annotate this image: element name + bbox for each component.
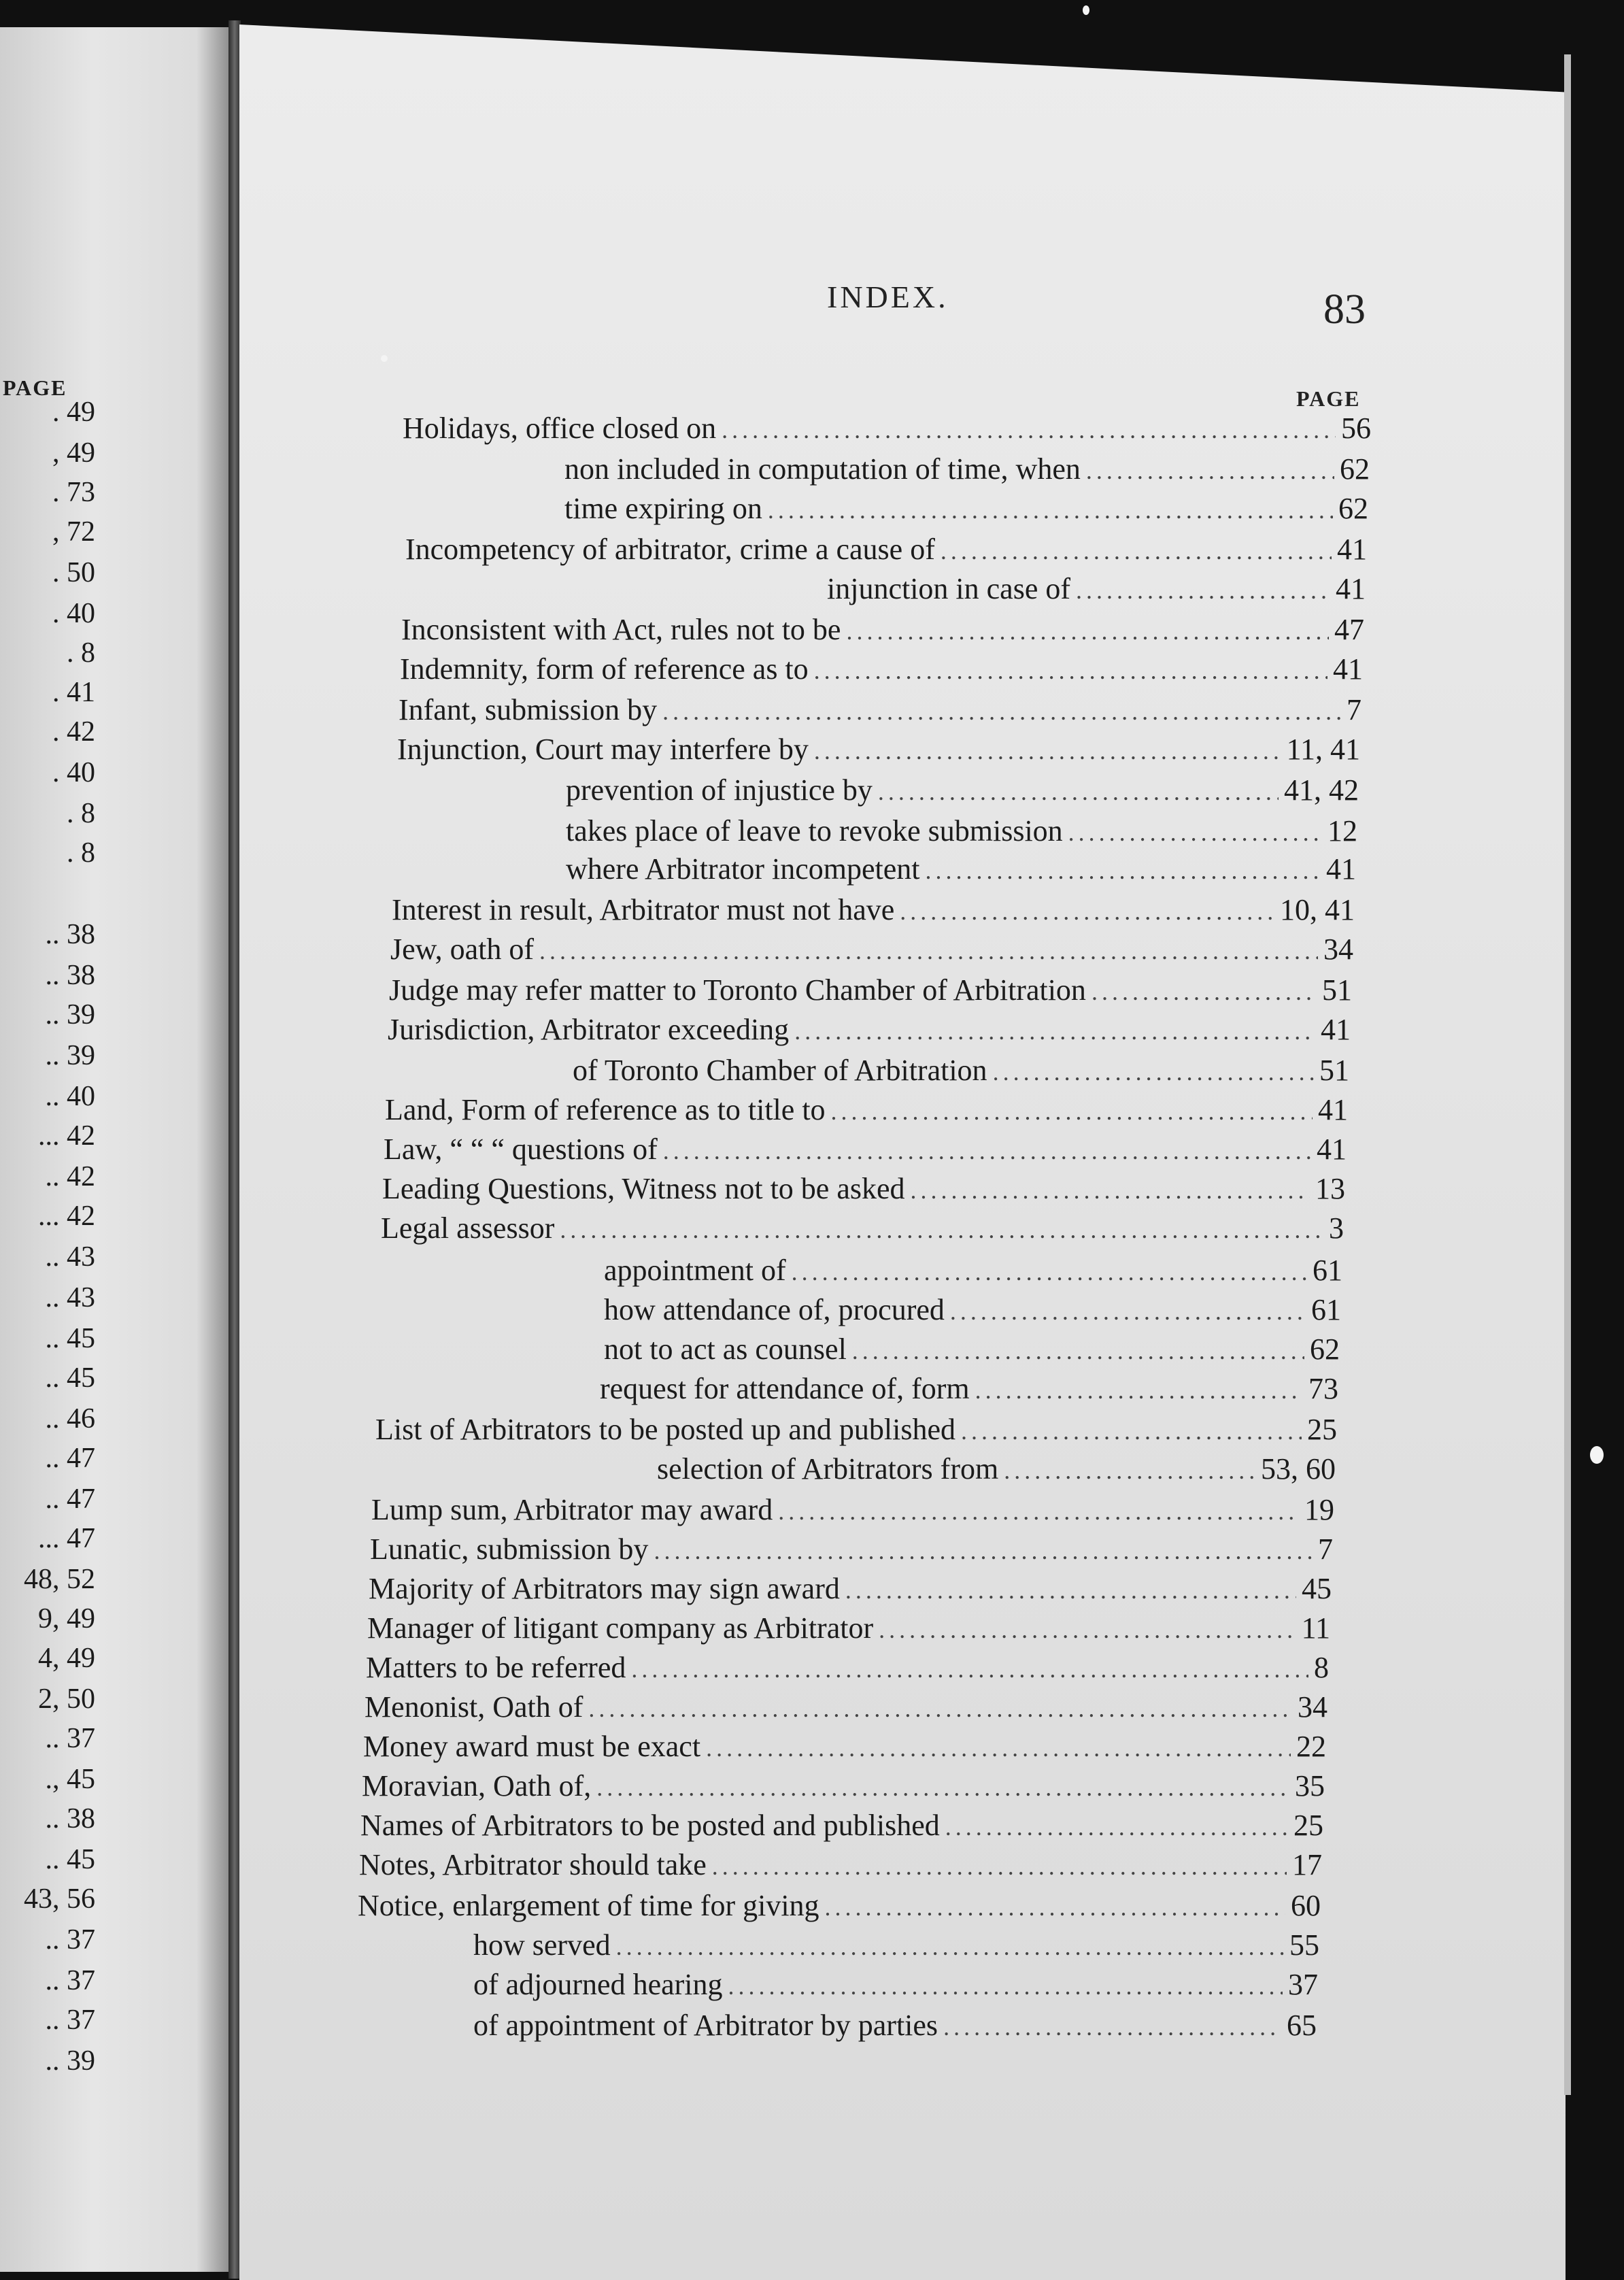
index-entry-label: Leading Questions, Witness not to be asked bbox=[382, 1172, 905, 1205]
dot-leader bbox=[631, 1652, 1308, 1687]
index-entry-page-ref: 7 bbox=[1347, 693, 1361, 726]
facing-page-number: ... 42 bbox=[38, 1120, 95, 1152]
index-entry-label: Lunatic, submission by bbox=[370, 1532, 649, 1566]
facing-page-number: 4, 49 bbox=[38, 1643, 95, 1674]
index-entry-label: Inconsistent with Act, rules not to be bbox=[401, 613, 841, 646]
page-number: 83 bbox=[1323, 286, 1366, 333]
index-entry-page-ref: 55 bbox=[1289, 1928, 1319, 1962]
index-entry-page-ref: 8 bbox=[1314, 1651, 1329, 1684]
facing-page-number: ... 47 bbox=[38, 1523, 95, 1554]
page-column-header: PAGE bbox=[1296, 386, 1361, 411]
dot-leader bbox=[662, 694, 1341, 729]
index-entry bbox=[604, 1292, 1341, 1328]
index-entry-page-ref: 41 bbox=[1317, 1133, 1347, 1166]
index-entry-label: Jurisdiction, Arbitrator exceeding bbox=[388, 1013, 790, 1046]
dot-leader bbox=[845, 1573, 1296, 1608]
facing-page-number: , 49 bbox=[52, 437, 95, 469]
index-entry bbox=[375, 1412, 1337, 1447]
facing-page-number: .. 39 bbox=[45, 1040, 95, 1071]
dot-leader bbox=[712, 1849, 1287, 1884]
dot-leader bbox=[1092, 974, 1317, 1009]
page-edge bbox=[1564, 54, 1571, 2095]
facing-page bbox=[0, 27, 231, 2272]
index-entry-label: Law, “ “ “ questions of bbox=[384, 1133, 658, 1166]
scan-speck bbox=[1590, 1446, 1604, 1464]
dot-leader bbox=[950, 1294, 1306, 1329]
index-entry-label: takes place of leave to revoke submission bbox=[566, 814, 1063, 848]
scan-speck bbox=[381, 355, 388, 362]
dot-leader bbox=[654, 1533, 1313, 1569]
dot-leader bbox=[925, 853, 1321, 888]
dot-leader bbox=[846, 614, 1329, 649]
index-entry-label: Manager of litigant company as Arbitrator bbox=[367, 1611, 874, 1645]
dot-leader bbox=[900, 894, 1274, 929]
book-gutter bbox=[229, 20, 241, 2279]
index-entry bbox=[358, 1888, 1321, 1924]
index-entry-label: how served bbox=[473, 1928, 611, 1962]
facing-page-number: .. 38 bbox=[45, 919, 95, 950]
facing-page-number: . 8 bbox=[67, 798, 95, 829]
dot-leader bbox=[878, 774, 1279, 809]
index-entry-page-ref: 22 bbox=[1296, 1730, 1326, 1763]
dot-leader bbox=[831, 1094, 1313, 1129]
facing-page-number: . 41 bbox=[52, 677, 95, 708]
facing-page-number: .. 38 bbox=[45, 960, 95, 991]
index-entry-label: request for attendance of, form bbox=[600, 1372, 970, 1405]
index-entry-label: Judge may refer matter to Toronto Chamber of Arbitration bbox=[389, 973, 1086, 1007]
index-entry-label: Holidays, office closed on bbox=[403, 412, 717, 445]
index-entry-label: Majority of Arbitrators may sign award bbox=[369, 1572, 840, 1605]
index-entry-page-ref: 61 bbox=[1311, 1293, 1341, 1326]
index-entry bbox=[381, 1211, 1344, 1246]
index-entry bbox=[403, 411, 1371, 446]
index-entry bbox=[360, 1808, 1323, 1843]
index-entry-label: time expiring on bbox=[564, 492, 762, 525]
scan-speck bbox=[1083, 5, 1089, 15]
index-entry bbox=[365, 1690, 1327, 1725]
facing-page-number: 48, 52 bbox=[24, 1564, 95, 1595]
facing-page-number: .. 43 bbox=[45, 1282, 95, 1313]
index-entry bbox=[473, 1928, 1319, 1963]
index-entry-label: Interest in result, Arbitrator must not have bbox=[392, 893, 895, 926]
dot-leader bbox=[814, 653, 1327, 688]
facing-page-number: .. 38 bbox=[45, 1803, 95, 1834]
dot-leader bbox=[616, 1929, 1284, 1964]
index-entry-label: Injunction, Court may interfere by bbox=[397, 733, 809, 766]
index-entry-page-ref: 34 bbox=[1323, 933, 1353, 966]
index-entry bbox=[573, 1053, 1349, 1088]
index-entry bbox=[362, 1768, 1325, 1804]
index-entry-label: Infant, submission by bbox=[399, 693, 658, 726]
index-entry-label: Names of Arbitrators to be posted and published bbox=[360, 1809, 940, 1842]
index-entry-label: how attendance of, procured bbox=[604, 1293, 945, 1326]
index-entry-label: Moravian, Oath of, bbox=[362, 1769, 592, 1803]
index-entry-page-ref: 25 bbox=[1307, 1413, 1337, 1446]
index-entry bbox=[657, 1452, 1336, 1487]
facing-page-number: ... 42 bbox=[38, 1201, 95, 1232]
facing-page-number: .. 45 bbox=[45, 1323, 95, 1354]
facing-page-number: . 50 bbox=[52, 557, 95, 588]
dot-leader bbox=[539, 933, 1318, 969]
index-entry bbox=[363, 1729, 1326, 1764]
dot-leader bbox=[814, 733, 1281, 769]
index-entry-page-ref: 56 bbox=[1341, 412, 1371, 445]
facing-page-number: . 73 bbox=[52, 477, 95, 508]
dot-leader bbox=[879, 1612, 1296, 1647]
facing-page-number: . 49 bbox=[52, 397, 95, 428]
facing-page-number: .. 37 bbox=[45, 2005, 95, 2036]
index-entry-page-ref: 10, 41 bbox=[1280, 893, 1355, 926]
facing-page-number: .. 37 bbox=[45, 1965, 95, 1996]
dot-leader bbox=[768, 492, 1333, 528]
dot-leader bbox=[1068, 815, 1322, 850]
index-entry-page-ref: 7 bbox=[1318, 1532, 1333, 1566]
dot-leader bbox=[588, 1691, 1292, 1726]
facing-page-number: ., 45 bbox=[45, 1764, 95, 1795]
index-entry-label: injunction in case of bbox=[827, 572, 1071, 605]
index-entry-page-ref: 51 bbox=[1319, 1054, 1349, 1087]
facing-page-number: .. 39 bbox=[45, 999, 95, 1030]
index-entry-page-ref: 41 bbox=[1333, 652, 1363, 686]
index-entry-page-ref: 47 bbox=[1334, 613, 1364, 646]
index-entry-label: Jew, oath of bbox=[390, 933, 534, 966]
index-entry-page-ref: 41 bbox=[1336, 572, 1366, 605]
index-entry-page-ref: 12 bbox=[1327, 814, 1357, 848]
facing-page-number: . 40 bbox=[52, 598, 95, 629]
index-entry-page-ref: 60 bbox=[1291, 1889, 1321, 1922]
facing-page-number: . 42 bbox=[52, 716, 95, 748]
dot-leader bbox=[792, 1254, 1307, 1290]
index-entry-label: non included in computation of time, when bbox=[564, 452, 1081, 486]
index-entry bbox=[604, 1332, 1340, 1367]
facing-page-number: 2, 50 bbox=[38, 1683, 95, 1715]
facing-page-number: 9, 49 bbox=[38, 1603, 95, 1634]
index-entry-page-ref: 41, 42 bbox=[1284, 773, 1359, 807]
index-entry bbox=[405, 532, 1367, 567]
index-entry-page-ref: 41 bbox=[1337, 533, 1367, 566]
index-entry-label: Indemnity, form of reference as to bbox=[400, 652, 809, 686]
index-entry-label: Money award must be exact bbox=[363, 1730, 701, 1763]
index-entry-page-ref: 73 bbox=[1308, 1372, 1338, 1405]
index-entry-page-ref: 35 bbox=[1295, 1769, 1325, 1803]
index-entry bbox=[564, 452, 1370, 487]
facing-page-number: .. 47 bbox=[45, 1443, 95, 1474]
index-entry bbox=[566, 773, 1359, 808]
index-entry-label: of appointment of Arbitrator by parties bbox=[473, 2009, 938, 2042]
index-entry-page-ref: 53, 60 bbox=[1261, 1452, 1336, 1486]
index-entry bbox=[369, 1571, 1332, 1607]
dot-leader bbox=[1076, 573, 1330, 608]
dot-leader bbox=[993, 1054, 1314, 1090]
index-entry bbox=[827, 571, 1366, 607]
index-entry-label: Land, Form of reference as to title to bbox=[385, 1093, 826, 1126]
index-entry bbox=[389, 973, 1352, 1008]
dot-leader bbox=[706, 1730, 1291, 1766]
index-entry-page-ref: 45 bbox=[1302, 1572, 1332, 1605]
index-entry-page-ref: 41 bbox=[1318, 1093, 1348, 1126]
dot-leader bbox=[911, 1173, 1310, 1208]
dot-leader bbox=[941, 533, 1332, 569]
index-entry bbox=[385, 1092, 1348, 1128]
index-entry-label: where Arbitrator incompetent bbox=[566, 852, 920, 886]
index-entry-label: of Toronto Chamber of Arbitration bbox=[573, 1054, 987, 1087]
dot-leader bbox=[945, 1809, 1288, 1845]
facing-page-number: .. 47 bbox=[45, 1483, 95, 1515]
index-entry-label: Notes, Arbitrator should take bbox=[359, 1848, 707, 1881]
index-entry-page-ref: 19 bbox=[1304, 1493, 1334, 1526]
index-entry bbox=[401, 612, 1364, 648]
facing-page-number: .. 45 bbox=[45, 1844, 95, 1875]
dot-leader bbox=[728, 1968, 1283, 2004]
dot-leader bbox=[560, 1212, 1323, 1247]
index-entry-label: Notice, enlargement of time for giving bbox=[358, 1889, 819, 1922]
dot-leader bbox=[852, 1333, 1304, 1369]
index-entry bbox=[400, 652, 1363, 687]
dot-leader bbox=[663, 1133, 1311, 1169]
dot-leader bbox=[975, 1373, 1303, 1408]
dot-leader bbox=[943, 2009, 1281, 2045]
dot-leader bbox=[1086, 453, 1334, 488]
index-entry bbox=[399, 692, 1361, 728]
dot-leader bbox=[722, 412, 1336, 448]
index-entry-page-ref: 41 bbox=[1321, 1013, 1351, 1046]
index-entry-page-ref: 51 bbox=[1322, 973, 1352, 1007]
index-entry-page-ref: 61 bbox=[1313, 1254, 1342, 1287]
facing-page-number: .. 42 bbox=[45, 1161, 95, 1192]
index-entry-page-ref: 41 bbox=[1326, 852, 1356, 886]
index-entry-label: Matters to be referred bbox=[366, 1651, 626, 1684]
index-entry-page-ref: 37 bbox=[1288, 1968, 1318, 2001]
index-entry-page-ref: 65 bbox=[1287, 2009, 1317, 2042]
index-entry bbox=[392, 892, 1355, 928]
dot-leader bbox=[596, 1770, 1289, 1805]
facing-page-number: . 8 bbox=[67, 837, 95, 869]
index-entry-page-ref: 34 bbox=[1298, 1690, 1327, 1724]
index-entry-label: Menonist, Oath of bbox=[365, 1690, 583, 1724]
index-entry bbox=[566, 814, 1357, 849]
index-entry bbox=[390, 932, 1353, 967]
index-entry bbox=[473, 2008, 1317, 2043]
index-entry bbox=[384, 1132, 1347, 1167]
index-entry bbox=[564, 491, 1368, 526]
facing-page-number: . 8 bbox=[67, 637, 95, 669]
index-entry bbox=[604, 1253, 1342, 1288]
index-entry-label: selection of Arbitrators from bbox=[657, 1452, 999, 1486]
page-title: INDEX. bbox=[827, 280, 949, 314]
index-entry-label: prevention of injustice by bbox=[566, 773, 873, 807]
index-entry-page-ref: 13 bbox=[1315, 1172, 1345, 1205]
facing-page-number: . 40 bbox=[52, 757, 95, 788]
dot-leader bbox=[825, 1890, 1285, 1925]
facing-page-number: .. 45 bbox=[45, 1362, 95, 1394]
index-entry bbox=[382, 1171, 1345, 1207]
index-entry bbox=[367, 1611, 1330, 1646]
index-entry bbox=[397, 732, 1360, 767]
facing-page-number: .. 40 bbox=[45, 1081, 95, 1112]
index-entry-page-ref: 11 bbox=[1301, 1611, 1330, 1645]
index-entry-page-ref: 11, 41 bbox=[1286, 733, 1360, 766]
index-entry bbox=[370, 1532, 1333, 1567]
index-entry-page-ref: 3 bbox=[1329, 1211, 1344, 1245]
index-entry bbox=[388, 1012, 1351, 1047]
index-entry-label: appointment of bbox=[604, 1254, 786, 1287]
facing-page-number: 43, 56 bbox=[24, 1883, 95, 1915]
index-entry-page-ref: 62 bbox=[1340, 452, 1370, 486]
index-entry bbox=[359, 1847, 1322, 1883]
dot-leader bbox=[778, 1494, 1299, 1529]
index-entry-label: List of Arbitrators to be posted up and published bbox=[375, 1413, 955, 1446]
facing-page-column-header: PAGE bbox=[3, 375, 67, 400]
facing-page-number: .. 39 bbox=[45, 2045, 95, 2077]
facing-page-number: .. 37 bbox=[45, 1924, 95, 1956]
dot-leader bbox=[1004, 1453, 1255, 1488]
index-entry-page-ref: 62 bbox=[1338, 492, 1368, 525]
index-entry-label: Lump sum, Arbitrator may award bbox=[371, 1493, 773, 1526]
dot-leader bbox=[794, 1013, 1315, 1049]
index-entry bbox=[600, 1371, 1338, 1407]
index-entry-page-ref: 62 bbox=[1310, 1332, 1340, 1366]
index-entry-page-ref: 17 bbox=[1292, 1848, 1322, 1881]
facing-page-number: .. 43 bbox=[45, 1241, 95, 1273]
index-entry-label: not to act as counsel bbox=[604, 1332, 847, 1366]
facing-page-number: .. 46 bbox=[45, 1403, 95, 1435]
index-entry-label: Legal assessor bbox=[381, 1211, 555, 1245]
facing-page-number: , 72 bbox=[52, 516, 95, 548]
index-entry-label: Incompetency of arbitrator, crime a cause of bbox=[405, 533, 935, 566]
index-entry bbox=[473, 1967, 1318, 2002]
dot-leader bbox=[961, 1413, 1302, 1449]
index-entry bbox=[366, 1650, 1329, 1686]
index-entry bbox=[371, 1492, 1334, 1528]
index-entry-page-ref: 25 bbox=[1293, 1809, 1323, 1842]
facing-page-number: .. 37 bbox=[45, 1723, 95, 1754]
index-entry-label: of adjourned hearing bbox=[473, 1968, 723, 2001]
index-entry bbox=[566, 852, 1356, 887]
